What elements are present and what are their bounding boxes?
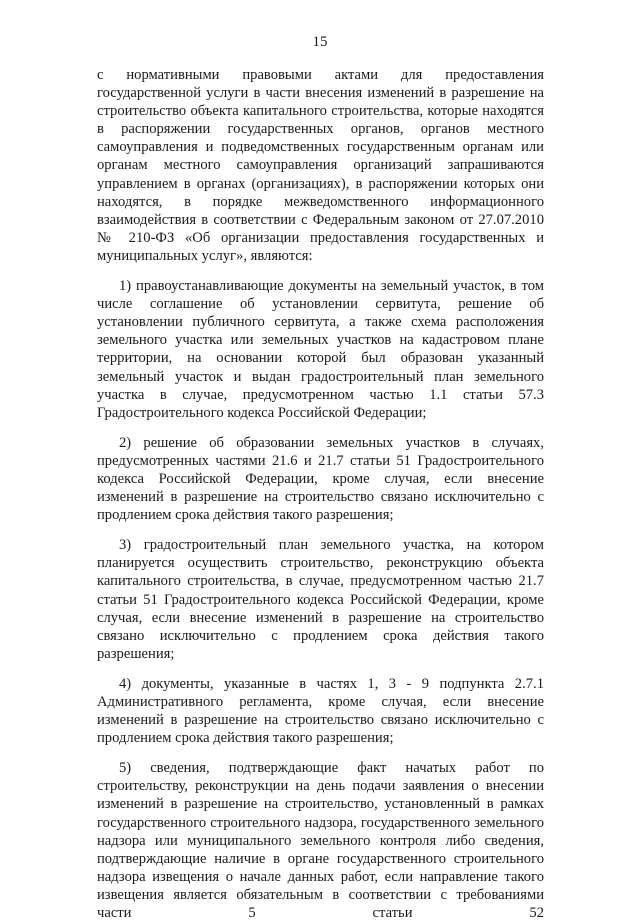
paragraph-item-5: 5) сведения, подтверждающие факт начатых работ по строительству, реконструкции на день подачи заявления о внесении изменений в разрешение на строительство, установленный в рамках государственного строительного надзора, государственного земельного надзора или муниципального земельного контроля либо сведения, подтверждающие наличие в органе государственного строительного надзора извещения о начале данных работ, если направление такого извещения является обязательным в соответствии с требованиями части 5 статьи 52	[97, 760, 544, 922]
paragraph-item-1: 1) правоустанавливающие документы на земельный участок, в том числе соглашение об установлении сервитута, решение об установлении публичного сервитута, а также схема расположения земельного участка или земельных участков на кадастровом плане территории, на основании которой был образован указанный земельный участок и выдан градостроительный план земельного участка в случае, предусмотренном частью 1.1 статьи 57.3 Градостроительного кодекса Российской Федерации;	[97, 278, 544, 421]
paragraph-item-4: 4) документы, указанные в частях 1, 3 - 9 подпункта 2.7.1 Административного регламента, кроме случая, если внесение изменений в разрешение на строительство связано исключительно с продлением срока действия такого разрешения;	[97, 675, 544, 747]
paragraph-item-3: 3) градостроительный план земельного участка, на котором планируется осуществить строительство, реконструкцию объекта капитального строительства, в случае, предусмотренном частью 21.7 статьи 51 Градостроительного кодекса Российской Федерации, кроме случая, если внесение изменений в разрешение на строительство связано исключительно с продлением срока действия такого разрешения;	[97, 537, 544, 662]
paragraph-item-2: 2) решение об образовании земельных участков в случаях, предусмотренных частями 21.6 и 21.7 статьи 51 Градостроительного кодекса Российской Федерации, кроме случая, если внесение изменений в разрешение на строительство связано исключительно с продлением срока действия такого разрешения;	[97, 434, 544, 524]
paragraph-intro: с нормативными правовыми актами для предоставления государственной услуги в части внесения изменений в разрешение на строительство объекта капитального строительства, которые находятся в распоряжении государственных органов, органов местного самоуправления и подведомственных государственным органам или органам местного самоуправления организаций запрашиваются управлением в органах (организациях), в распоряжении которых они находятся, в порядке межведомственного информационного взаимодействия в соответствии с Федеральным законом от 27.07.2010 № 210-ФЗ «Об организации предоставления государственных и муниципальных услуг», являются:	[97, 67, 544, 264]
page-number: 15	[312, 34, 328, 50]
document-body	[97, 66, 544, 922]
